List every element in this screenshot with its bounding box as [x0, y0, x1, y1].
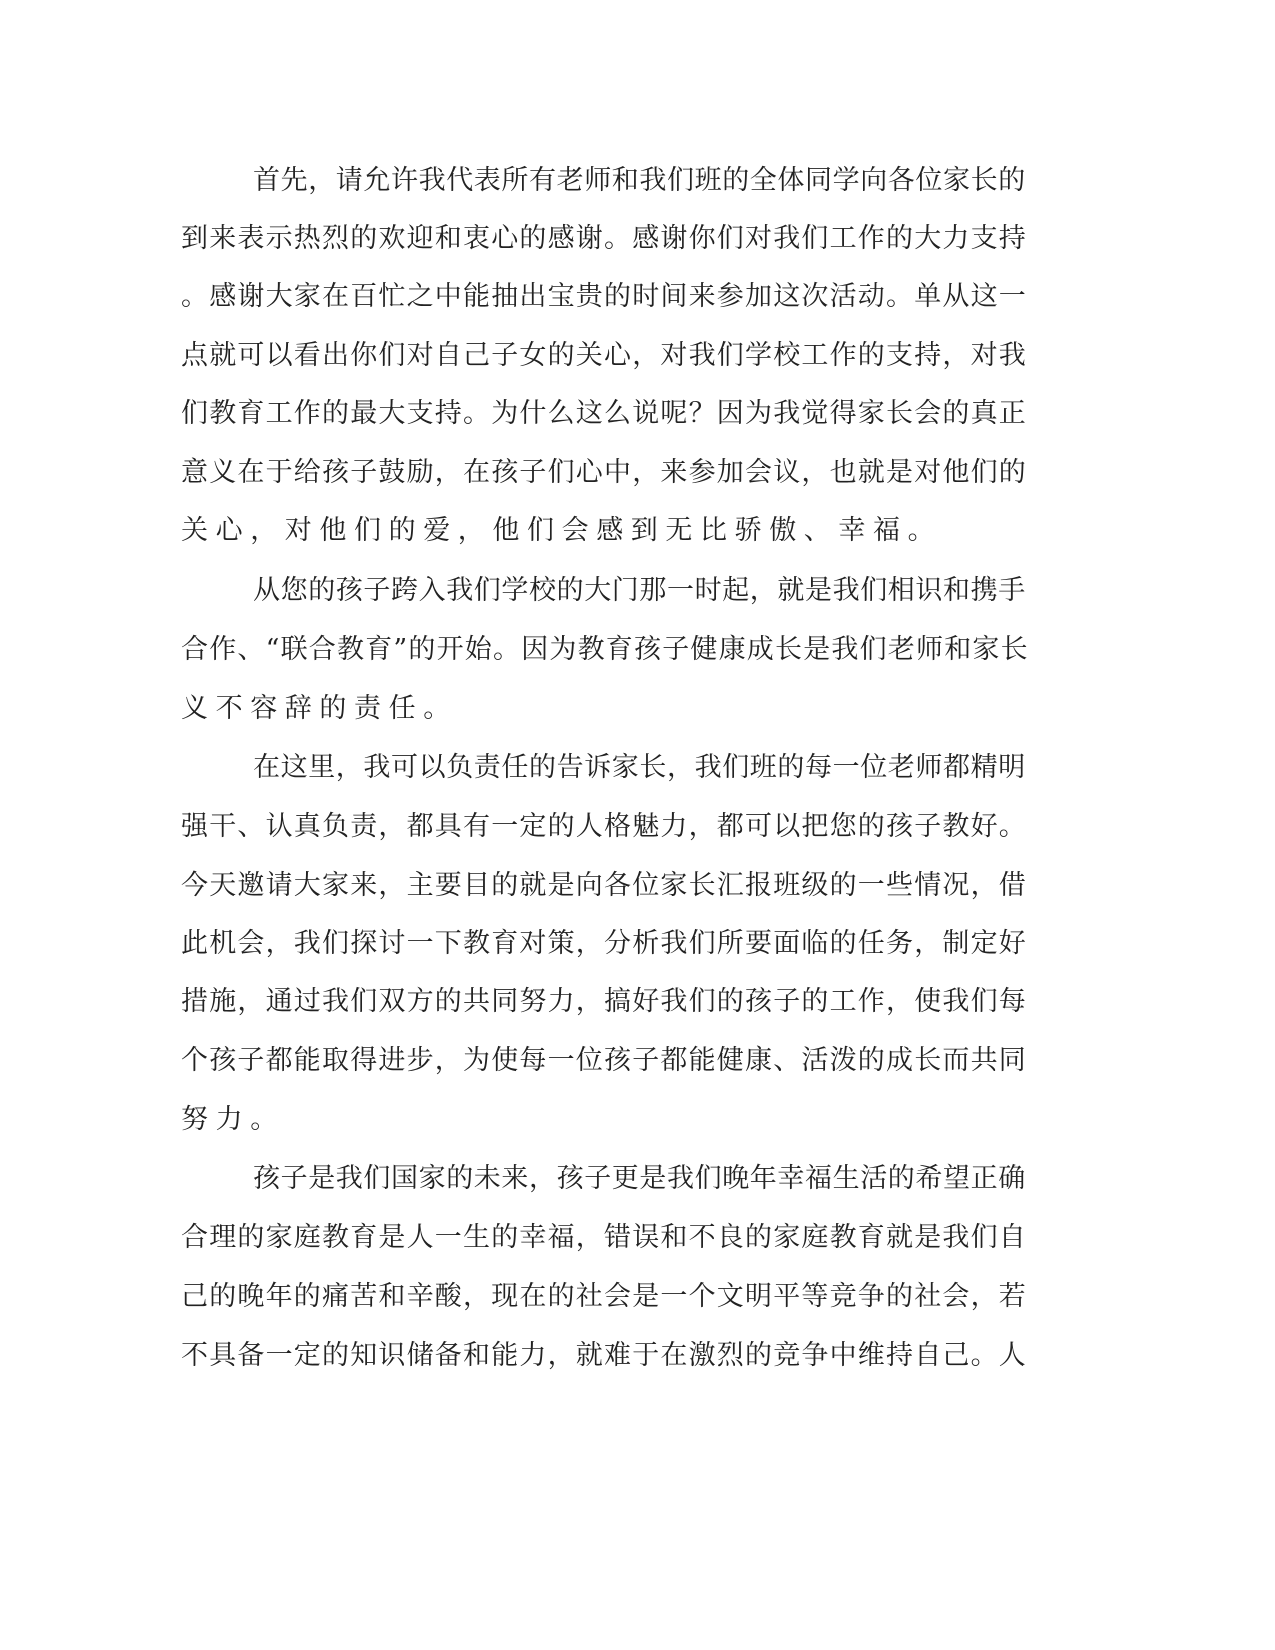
text-line: 义不容辞的责任。 — [181, 693, 458, 724]
text-line: 在这里，我可以负责任的告诉家长，我们班的每一位老师都精明 — [253, 752, 1026, 783]
text-line: 己的晚年的痛苦和辛酸，现在的社会是一个文明平等竞争的社会，若 — [181, 1281, 1027, 1312]
text-line: 孩子是我们国家的未来，孩子更是我们晚年幸福生活的希望正确 — [253, 1163, 1026, 1194]
text-line: 努力。 — [181, 1104, 285, 1135]
text-line: 点就可以看出你们对自己子女的关心，对我们学校工作的支持，对我 — [181, 340, 1027, 371]
text-line: 不具备一定的知识储备和能力，就难于在激烈的竞争中维持自己。人 — [181, 1340, 1027, 1371]
text-line: 此机会，我们探讨一下教育对策，分析我们所要面临的任务，制定好 — [181, 928, 1027, 959]
text-line: 。感谢大家在百忙之中能抽出宝贵的时间来参加这次活动。单从这一 — [181, 281, 1027, 312]
text-line: 合作、“联合教育”的开始。因为教育孩子健康成长是我们老师和家长 — [181, 634, 1029, 665]
text-line: 首先，请允许我代表所有老师和我们班的全体同学向各位家长的 — [253, 165, 1026, 196]
text-line: 合理的家庭教育是人一生的幸福，错误和不良的家庭教育就是我们自 — [181, 1222, 1027, 1253]
text-line: 到来表示热烈的欢迎和衷心的感谢。感谢你们对我们工作的大力支持 — [181, 223, 1027, 254]
text-line: 从您的孩子跨入我们学校的大门那一时起，就是我们相识和携手 — [253, 575, 1026, 606]
text-line: 措施，通过我们双方的共同努力，搞好我们的孩子的工作，使我们每 — [181, 986, 1027, 1017]
text-line: 强干、认真负责，都具有一定的人格魅力，都可以把您的孩子教好。 — [181, 811, 1027, 842]
text-line: 们教育工作的最大支持。为什么这么说呢？因为我觉得家长会的真正 — [181, 398, 1027, 429]
text-line: 个孩子都能取得进步，为使每一位孩子都能健康、活泼的成长而共同 — [181, 1045, 1027, 1076]
text-line: 意义在于给孩子鼓励，在孩子们心中，来参加会议，也就是对他们的 — [181, 457, 1027, 488]
text-line: 关心，对他们的爱，他们会感到无比骄傲、幸福。 — [181, 515, 943, 546]
text-line: 今天邀请大家来，主要目的就是向各位家长汇报班级的一些情况，借 — [181, 870, 1027, 901]
